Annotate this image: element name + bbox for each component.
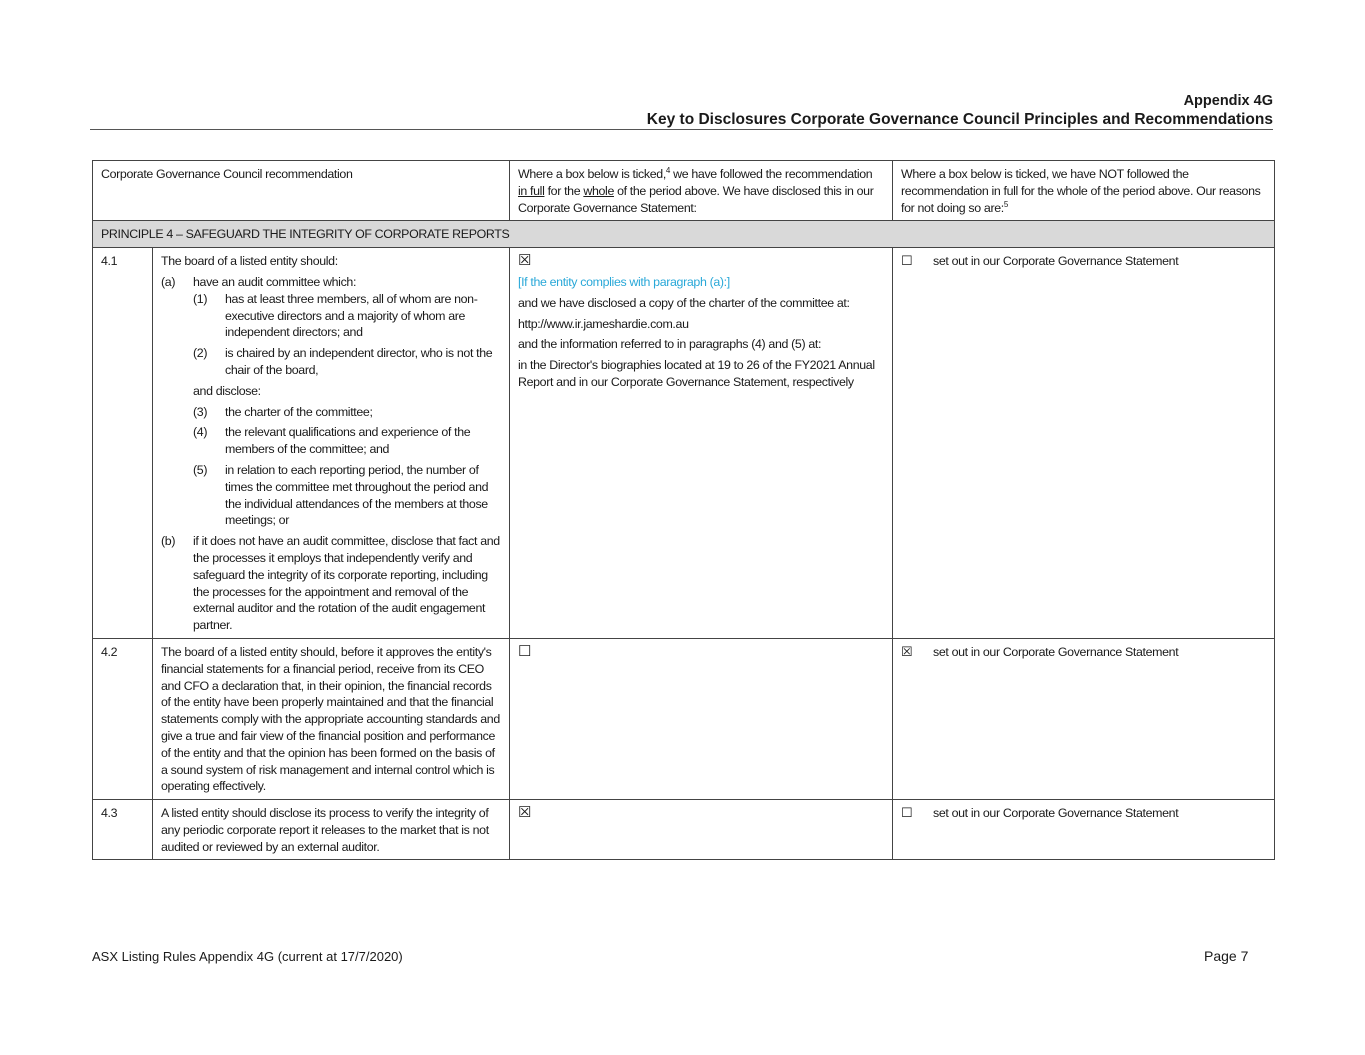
recommendation-number: 4.1 (93, 248, 153, 639)
recommendation-text: A listed entity should disclose its process to verify the integrity of any periodic corporate report it releases to the market that is not audited or reviewed by an external auditor. (153, 800, 510, 860)
unchecked-box-icon[interactable]: ☐ (901, 253, 913, 269)
appendix-title: Appendix 4G (1183, 93, 1273, 109)
list-item: (a) have an audit committee which: (161, 274, 357, 289)
footer-source: ASX Listing Rules Appendix 4G (current at 17/7/2020) (92, 949, 403, 964)
checked-box-icon[interactable]: ☒ (901, 643, 913, 659)
unchecked-box-icon[interactable]: ☐ (901, 805, 913, 821)
footnote-ref[interactable]: 5 (1003, 199, 1008, 209)
page-header (647, 92, 1273, 129)
followed-cell (510, 638, 893, 799)
footnote-ref[interactable]: 4 (665, 166, 671, 175)
table-row (93, 638, 1275, 799)
table-row (93, 248, 1275, 639)
list-item: (2) is chaired by an independent director, who is not the chair of the board, (193, 346, 493, 377)
list-item: (4) the relevant qualifications and experience of the members of the committee; and (193, 425, 471, 457)
list-item: (b) if it does not have an audit committee, disclose that fact and the processes it employs that independently verify and safeguard the integrity of its corporate reporting, including the processes for the appointment and removal of the external auditor and the rotation of the audit engagement partner. (161, 534, 500, 633)
followed-cell: ☒ [If the entity complies with paragraph (a):] and we have disclosed a copy of the charter of the committee at: http://www.ir.jameshardie.com.au and the information referred to in paragraphs (4) and (5) at: in the Director's biographies located at 19 to 26 of the FY2021 Annual Report and in our Corporate Governance Statement, respectively (510, 248, 893, 639)
column-header-recommendation: Corporate Governance Council recommendation (93, 161, 510, 221)
condition-note: [If the entity complies with paragraph (a):] (518, 274, 730, 289)
list-item: (5) in relation to each reporting period, the number of times the committee met throughout the period and the individual attendances of the members at those meetings; or (193, 462, 489, 528)
table-header-row (93, 161, 1275, 221)
not-followed-cell: ☒ set out in our Corporate Governance Statement (893, 638, 1275, 799)
disclosure-table (92, 160, 1275, 860)
recommendation-text: The board of a listed entity should: (a) have an audit committee which: (1) has at least three members, all of whom are non-executive directors and a majority of whom are independent directors; and (2) is chaired by an independent director, who is not the chair of the board, and disclose: (3) the charter of the committee; (4) the relevant qualifications and experience of the members of the committee; and (5) in relation to each reporting period, the number of times the committee met throughout the period and the individual attendances of the members at those meetings; or (b) if it does not have an audit committee, disclose that fact and the processes it employs that independently verify and safeguard the integrity of its corporate reporting, including the processes for the appointment and removal of the external auditor and the rotation of the audit engagement partner. (153, 248, 510, 639)
followed-cell (510, 800, 893, 860)
charter-url[interactable]: http://www.ir.jameshardie.com.au (518, 316, 689, 331)
unchecked-box-icon[interactable]: ☐ (518, 642, 532, 660)
not-followed-cell: ☐ set out in our Corporate Governance Statement (893, 248, 1275, 639)
recommendation-number: 4.2 (93, 638, 153, 799)
appendix-subtitle: Key to Disclosures Corporate Governance Council Principles and Recommendations (646, 111, 1273, 128)
header-divider (90, 129, 1273, 130)
table-row (93, 800, 1275, 860)
principle-heading: PRINCIPLE 4 – SAFEGUARD THE INTEGRITY OF CORPORATE REPORTS (93, 221, 1275, 248)
recommendation-text: The board of a listed entity should, before it approves the entity's financial statements for a financial period, receive from its CEO and CFO a declaration that, in their opinion, the financial records of the entity have been properly maintained and that the financial statements comply with the appropriate accounting standards and give a true and fair view of the financial position and performance of the entity and that the opinion has been formed on the basis of a sound system of risk management and internal control which is operating effectively. (153, 638, 510, 799)
page-number: Page 7 (1204, 948, 1249, 964)
checked-box-icon[interactable]: ☒ (518, 252, 532, 270)
not-followed-cell: ☐ set out in our Corporate Governance Statement (893, 800, 1275, 860)
principle-row (93, 221, 1275, 248)
list-item: (1) has at least three members, all of whom are non-executive directors and a majority of whom are independent directors; and (193, 291, 478, 340)
checked-box-icon[interactable]: ☒ (518, 804, 532, 822)
column-header-followed: Where a box below is ticked,$^4$ we have followed the recommendation in full for the whole of the period above. We have disclosed this in our Corporate Governance Statement: (510, 161, 893, 221)
column-header-not-followed: Where a box below is ticked, we have NOT followed the recommendation in full for the whole of the period above. Our reasons for not doing so are:$^5$ (893, 161, 1275, 221)
recommendation-number: 4.3 (93, 800, 153, 860)
list-item: (3) the charter of the committee; (193, 404, 373, 419)
